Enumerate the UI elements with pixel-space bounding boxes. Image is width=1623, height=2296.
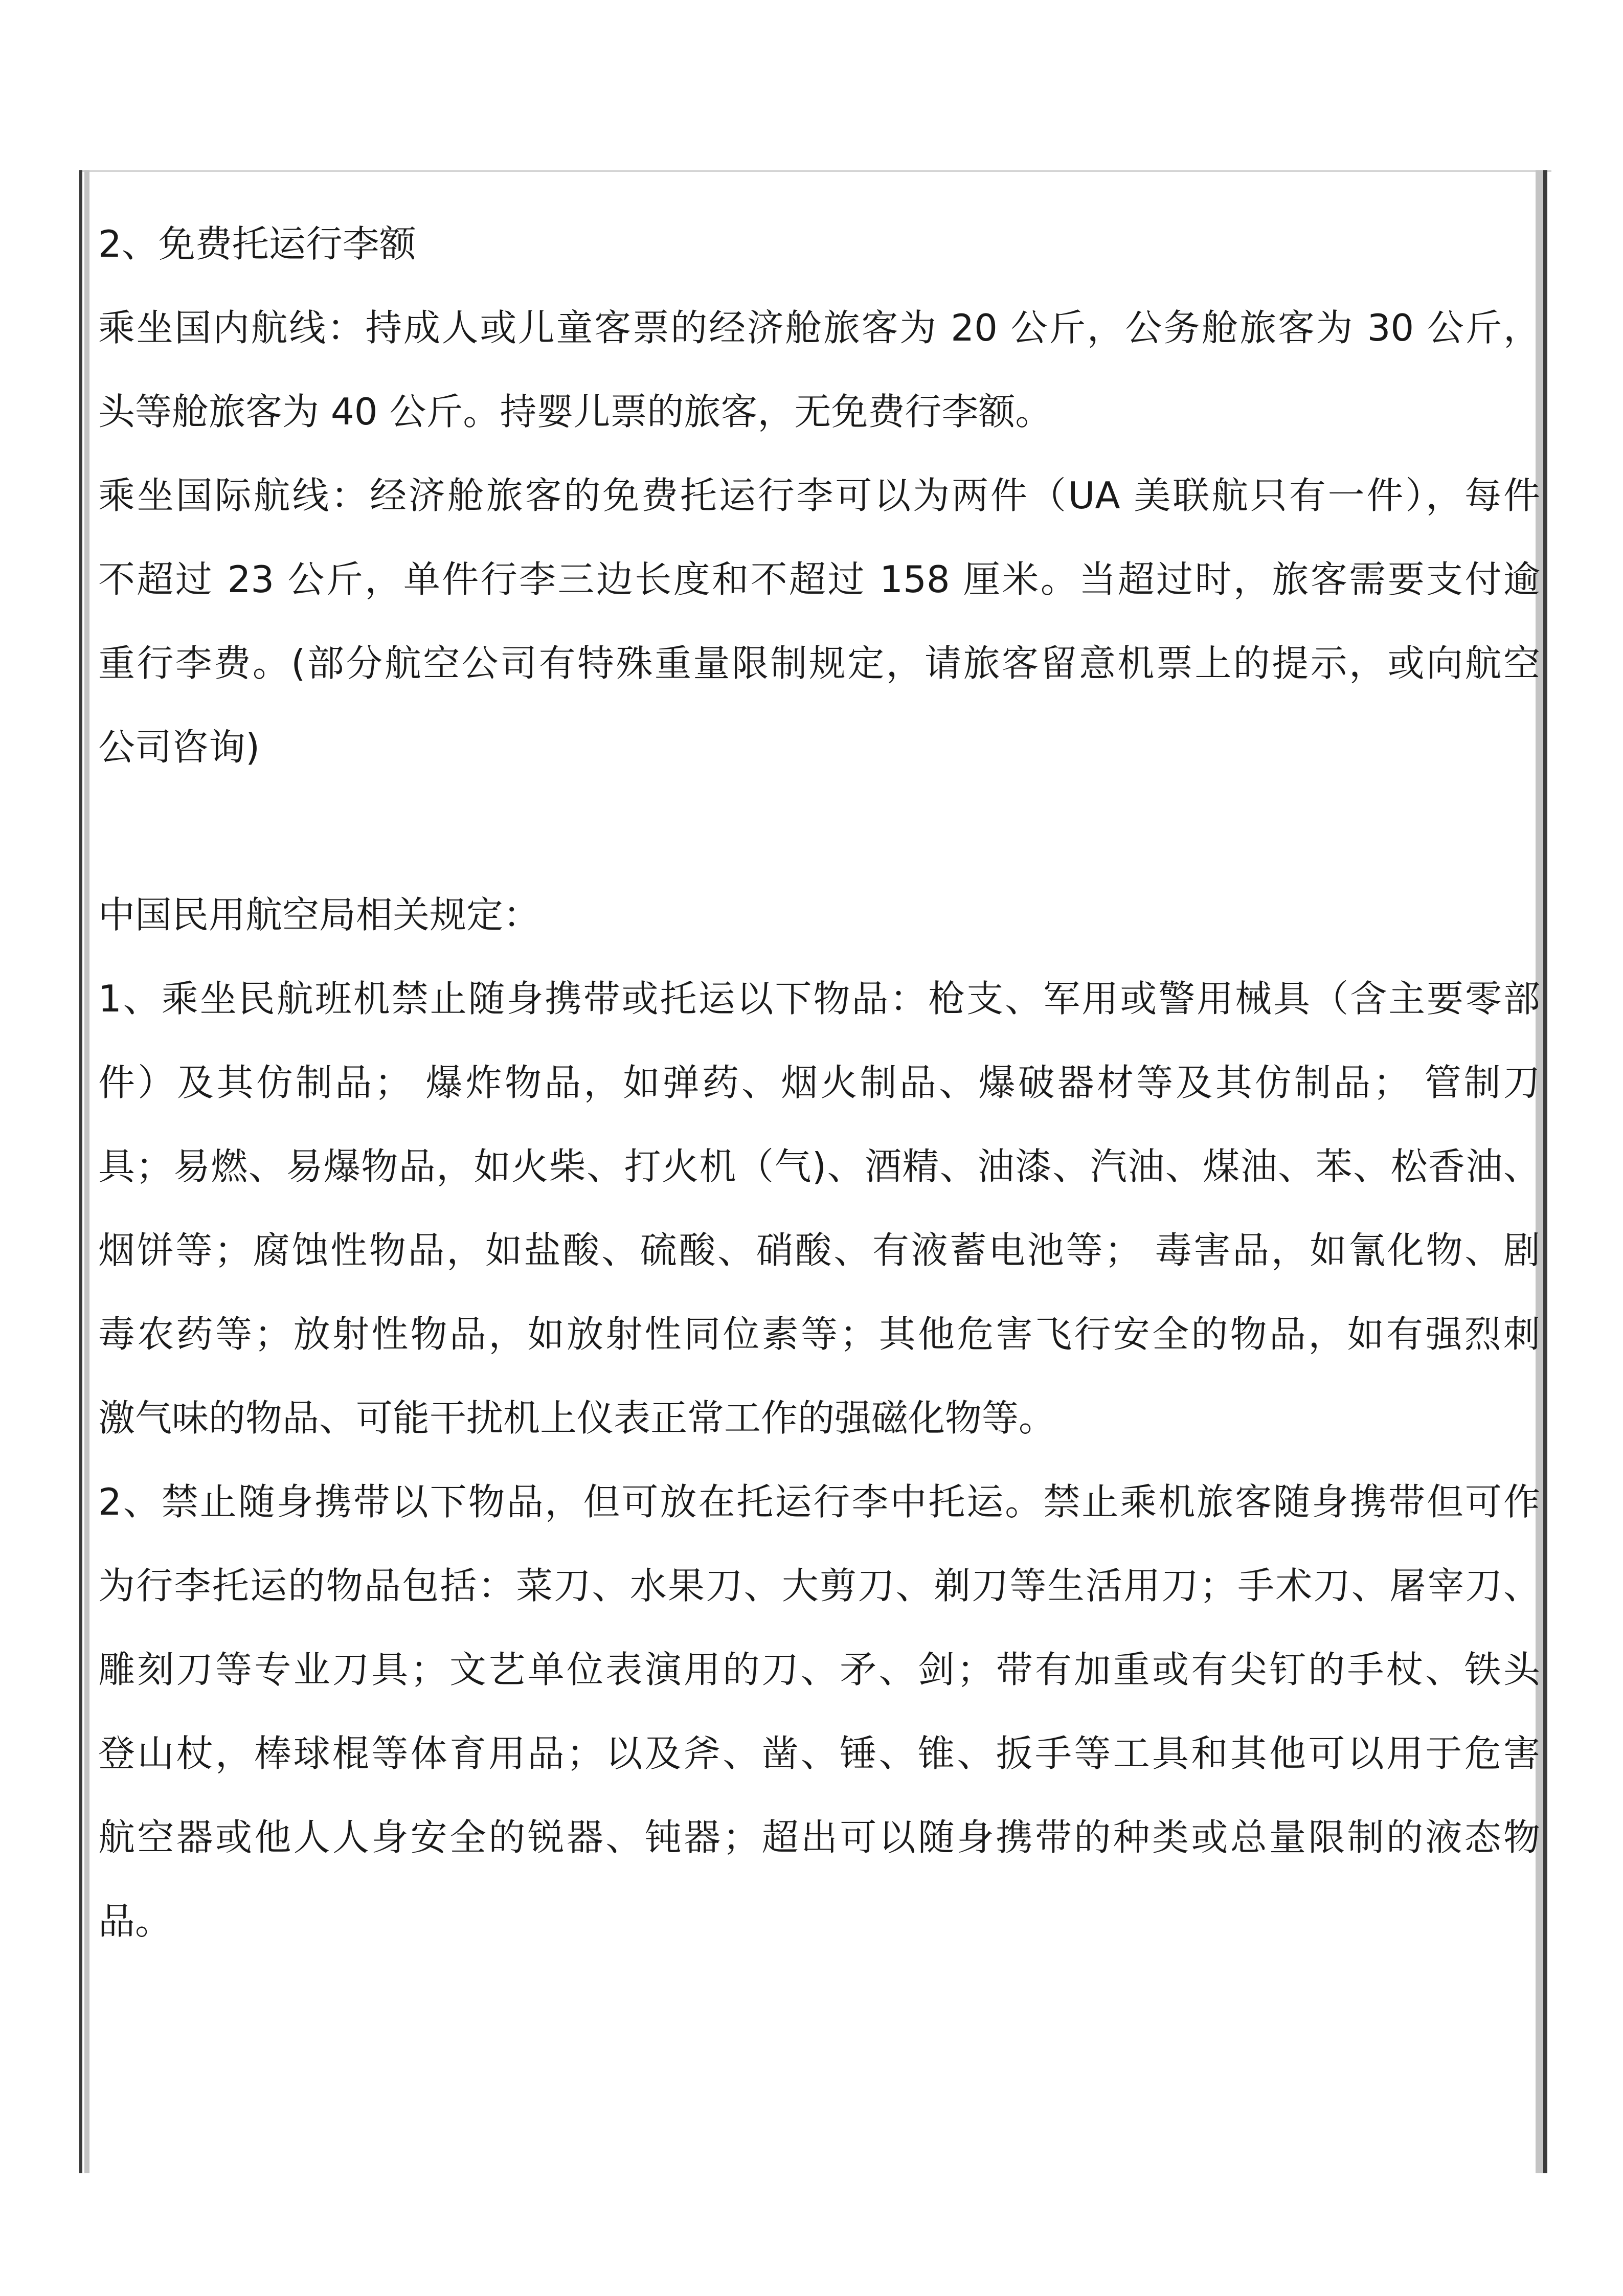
baggage-allowance-section [98, 202, 1540, 789]
rule-1-line: 烟饼等；腐蚀性物品，如盐酸、硫酸、硝酸、有液蓄电池等； 毒害品，如氰化物、剧 [98, 1229, 1540, 1272]
rule-2-line: 品。 [98, 1900, 172, 1943]
domestic-paragraph-line: 乘坐国内航线：持成人或儿童客票的经济舱旅客为 20 公斤，公务舱旅客为 30 公斤， [98, 306, 1540, 349]
rule-1-line: 激气味的物品、可能干扰机上仪表正常工作的强磁化物等。 [98, 1397, 1056, 1439]
rule-2-line: 2、禁止随身携带以下物品，但可放在托运行李中托运。禁止乘机旅客随身携带但可作 [98, 1480, 1540, 1523]
rule-1-line: 毒农药等；放射性物品，如放射性同位素等；其他危害飞行安全的物品，如有强烈刺 [98, 1313, 1540, 1356]
rule-2-line: 航空器或他人人身安全的锐器、钝器；超出可以随身携带的种类或总量限制的液态物 [98, 1816, 1540, 1859]
international-paragraph-line: 公司咨询) [98, 726, 260, 769]
international-paragraph-line: 不超过 23 公斤，单件行李三边长度和不超过 158 厘米。当超过时，旅客需要支付逾 [98, 558, 1540, 601]
rule-1-line: 件）及其仿制品； 爆炸物品，如弹药、烟火制品、爆破器材等及其仿制品； 管制刀 [98, 1061, 1540, 1104]
section-spacer [98, 789, 1540, 873]
document-body [98, 202, 1540, 1963]
rule-2-line: 雕刻刀等专业刀具；文艺单位表演用的刀、矛、剑；带有加重或有尖钉的手杖、铁头 [98, 1648, 1540, 1691]
international-paragraph-line: 重行李费。(部分航空公司有特殊重量限制规定，请旅客留意机票上的提示，或向航空 [98, 642, 1540, 685]
international-paragraph-line: 乘坐国际航线：经济舱旅客的免费托运行李可以为两件（UA 美联航只有一件），每件 [98, 474, 1540, 517]
top-border-rule [82, 170, 1551, 172]
baggage-allowance-heading: 2、免费托运行李额 [98, 222, 416, 265]
rule-2-line: 为行李托运的物品包括：菜刀、水果刀、大剪刀、剃刀等生活用刀；手术刀、屠宰刀、 [98, 1564, 1540, 1607]
caac-rules-heading: 中国民用航空局相关规定： [98, 893, 540, 936]
rule-2-line: 登山杖，棒球棍等体育用品；以及斧、凿、锤、锥、扳手等工具和其他可以用于危害 [98, 1732, 1540, 1775]
right-border-outer [1543, 170, 1547, 2173]
caac-rules-section [98, 873, 1540, 1963]
rule-1-line: 具；易燃、易爆物品，如火柴、打火机（气)、酒精、油漆、汽油、煤油、苯、松香油、 [98, 1145, 1540, 1188]
domestic-paragraph-line: 头等舱旅客为 40 公斤。持婴儿票的旅客，无免费行李额。 [98, 390, 1052, 433]
rule-1-line: 1、乘坐民航班机禁止随身携带或托运以下物品：枪支、军用或警用械具（含主要零部 [98, 977, 1540, 1020]
left-border-inner [84, 170, 89, 2173]
left-border-outer [79, 170, 82, 2173]
